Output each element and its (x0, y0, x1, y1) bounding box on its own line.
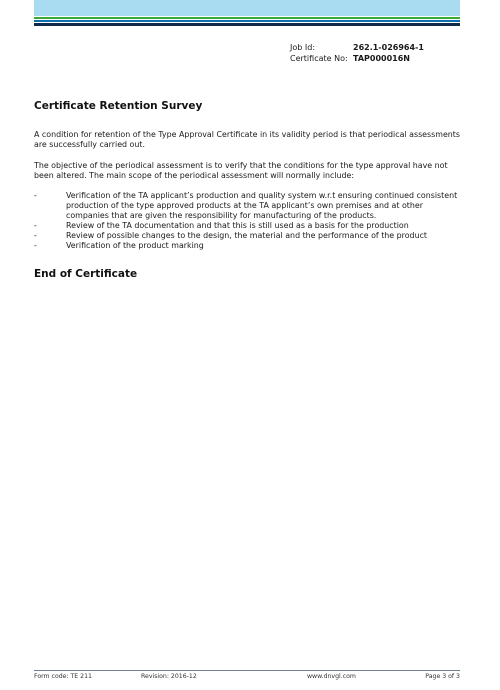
job-id-row (290, 42, 424, 53)
footer-website: www.dnvgl.com (307, 673, 356, 680)
job-id-label: Job Id: (290, 43, 316, 52)
end-of-certificate-heading: End of Certificate (34, 268, 138, 280)
bullet-marker: - (34, 231, 37, 240)
list-item-text: Review of possible changes to the design, the material and the performance of the product (66, 231, 427, 240)
list-item-text: Review of the TA documentation and that this is still used as a basis for the production (66, 221, 409, 230)
job-id-value: 262.1-026964-1 (353, 43, 424, 52)
bullet-marker: - (34, 221, 37, 230)
retention-condition-paragraph: A condition for retention of the Type Approval Certificate in its validity period is that periodical assessments are successfully carried out. (34, 130, 461, 149)
bullet-marker: - (34, 241, 37, 250)
certificate-no-row (290, 53, 424, 64)
certificate-no-value: TAP000016N (353, 54, 410, 63)
list-item-text: Verification of the product marking (66, 241, 204, 250)
list-item (34, 241, 464, 251)
list-item (34, 191, 464, 221)
retention-survey-heading: Certificate Retention Survey (34, 100, 203, 112)
assessment-objective-paragraph: The objective of the periodical assessment is to verify that the conditions for the type approval have not been altered. The main scope of the periodical assessment will normally include: (34, 161, 448, 180)
certificate-no-label: Certificate No: (290, 54, 348, 63)
footer-revision: Revision: 2016-12 (141, 673, 197, 680)
header-green-stripe (34, 17, 460, 19)
list-item (34, 231, 464, 241)
job-info-block (290, 42, 424, 64)
header-navy-stripe (34, 23, 460, 26)
footer-page-number: Page 3 of 3 (425, 673, 460, 680)
assessment-scope-list (34, 191, 464, 251)
bullet-marker: - (34, 191, 37, 200)
header-blue-stripe (34, 20, 460, 22)
footer-divider (34, 670, 460, 671)
header-color-band (34, 0, 460, 16)
list-item-text: Verification of the TA applicant’s production and quality system w.r.t ensuring continued consistent production of the type approved products at the TA applicant’s own premises and at other companies that are given the responsibility for manufacturing of the products. (66, 191, 458, 220)
list-item (34, 221, 464, 231)
footer-form-code: Form code: TE 211 (34, 673, 92, 680)
